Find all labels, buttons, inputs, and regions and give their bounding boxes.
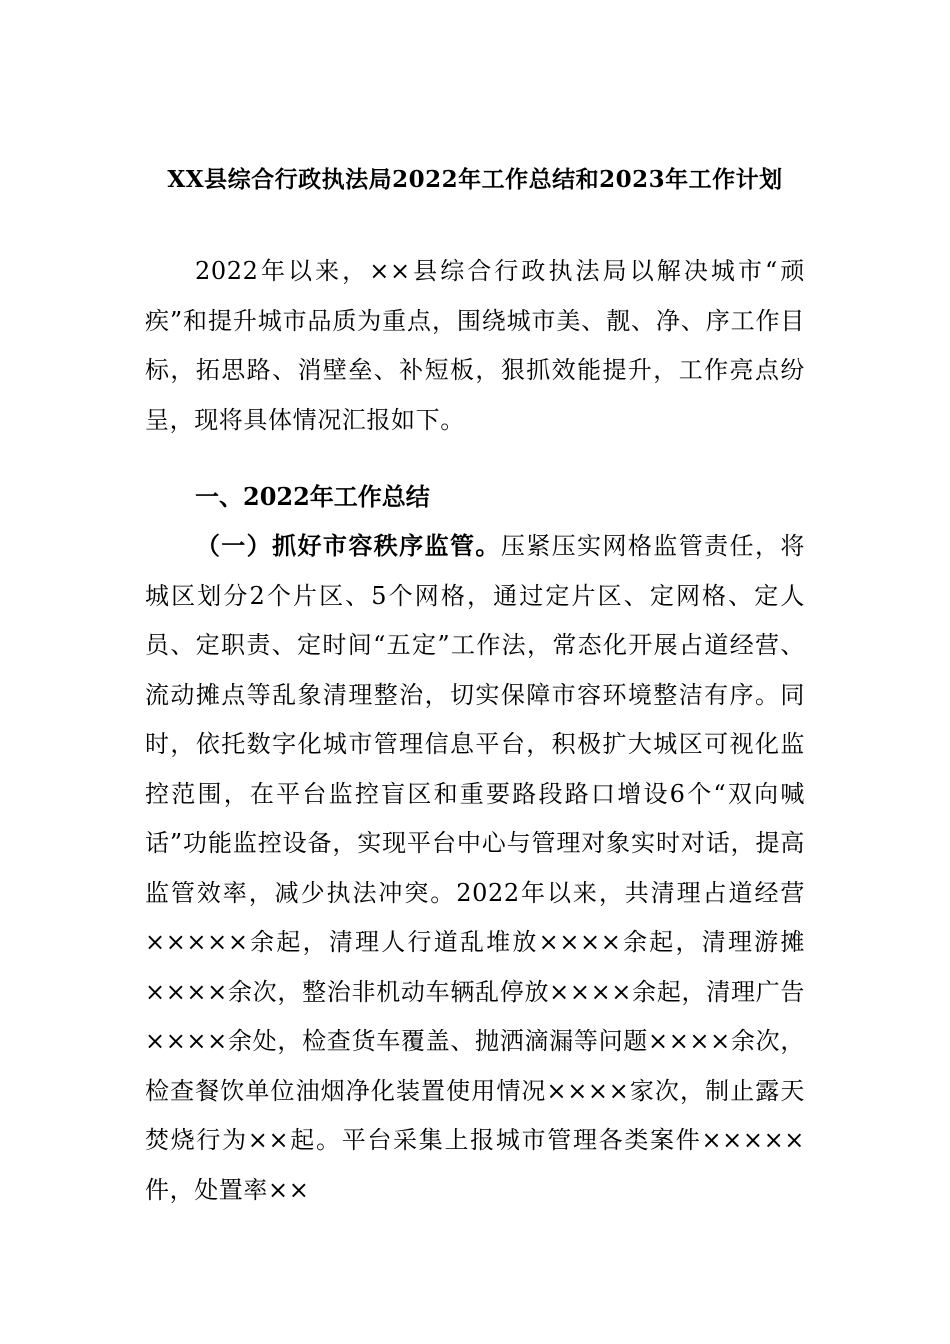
subsection-lead-1: （一）抓好市容秩序监管。 [195, 531, 501, 560]
subsection-text-1: 压紧压实网格监管责任，将城区划分2个片区、5个网格，通过定片区、定网格、定人员、定职责、定时间“五定”工作法，常态化开展占道经营、流动摊点等乱象清理整治，切实保障市容环境整洁有序。同时，依托数字化城市管理信息平台，积极扩大城区可视化监控范围，在平台监控盲区和重要路段路口增设6个“双向喊话”功能监控设备，实现平台中心与管理对象实时对话，提高监管效率，减少执法冲突。2022年以来，共清理占道经营×××××余起，清理人行道乱堆放××××余起，清理游摊××××余次，整治非机动车辆乱停放××××余起，清理广告××××余处，检查货车覆盖、抛洒滴漏等问题××××余次，检查餐饮单位油烟净化装置使用情况××××家次，制止露天焚烧行为××起。平台采集上报城市管理各类案件×××××件，处置率×× [145, 532, 805, 1204]
intro-text: 2022年以来，××县综合行政执法局以解决城市“顽疾”和提升城市品质为重点，围绕城市美、靓、净、序工作目标，拓思路、消壁垒、补短板，狠抓效能提升，工作亮点纷呈，现将具体情况汇报如下。 [145, 257, 805, 434]
subsection-paragraph-1 [145, 521, 805, 1215]
intro-paragraph [145, 247, 805, 445]
document-title: XX县综合行政执法局2022年工作总结和2023年工作计划 [167, 166, 783, 193]
section-heading-summary: 一、2022年工作总结 [195, 482, 430, 511]
